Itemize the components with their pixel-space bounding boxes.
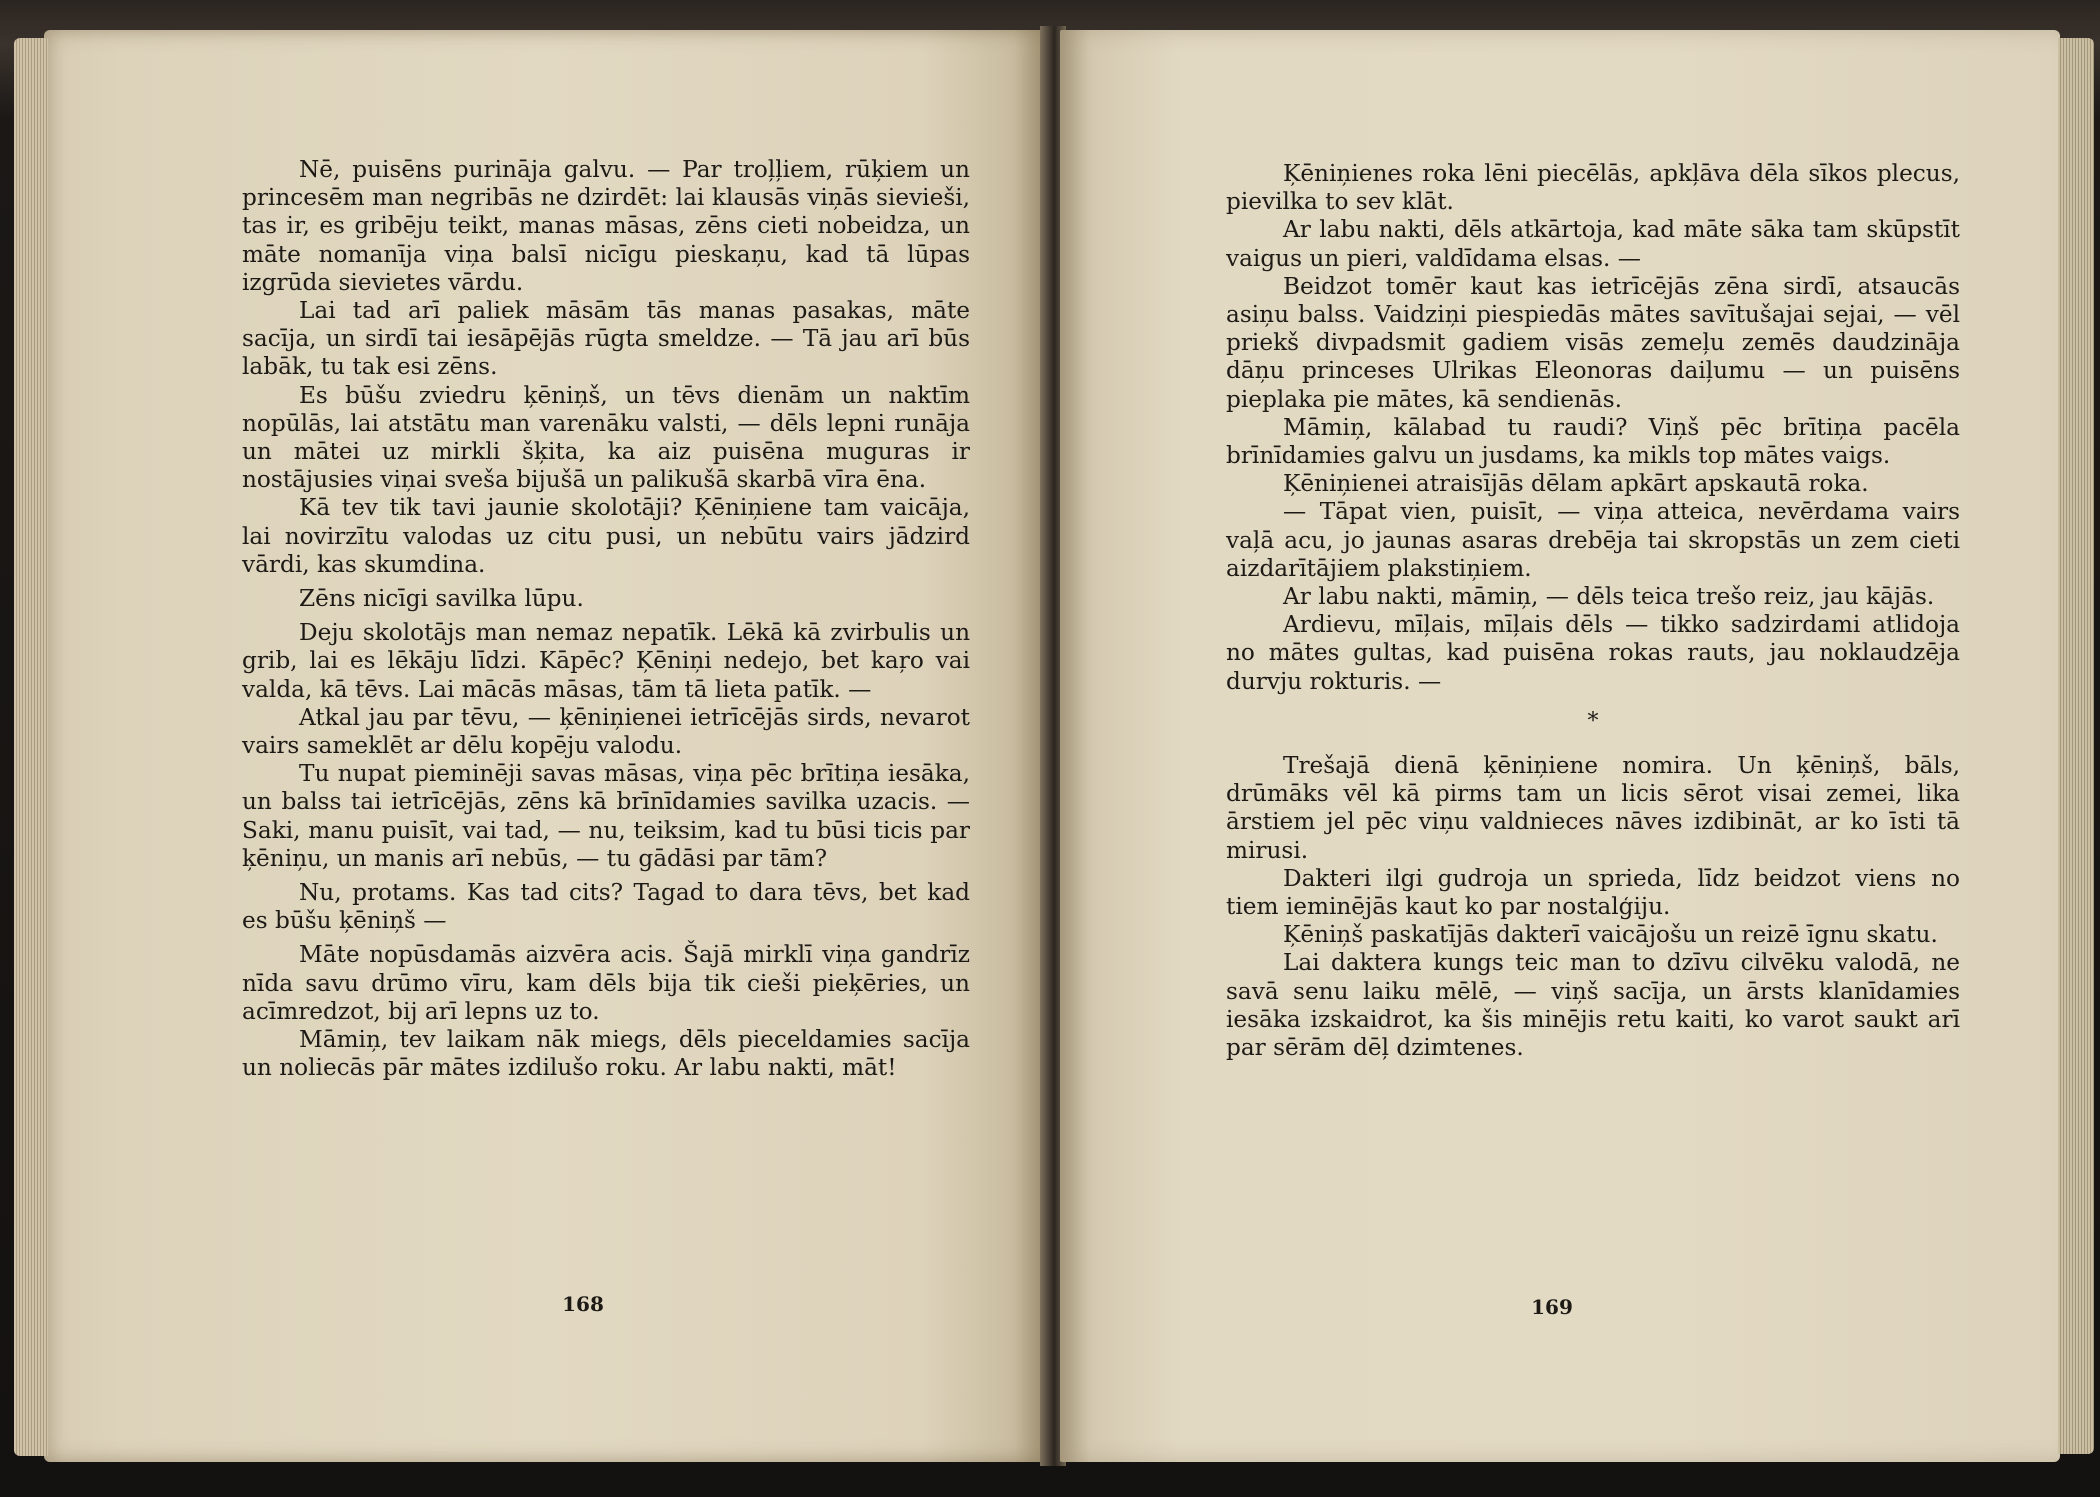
paragraph: Zēns nicīgi savilka lūpu. [299, 585, 584, 613]
right-page-text [1226, 160, 1960, 1062]
paragraph: Lai tad arī paliek māsām tās manas pasakas, māte sacīja, un sirdī tai iesāpējās rūgta smeldze. — Tā jau arī būs labāk, tu tak esi zēns. [242, 297, 970, 381]
paragraph: Ardievu, mīļais, mīļais dēls — tikko sadzirdami atlidoja no mātes gultas, kad puisēna rokas rauts, jau noklaudzēja durvju rokturis. — [1226, 611, 1960, 695]
paragraph: Māte nopūsdamās aizvēra acis. Šajā mirklī viņa gandrīz nīda savu drūmo vīru, kam dēls bija tik cieši pieķēries, un acīmredzot, bij arī lepns uz to. [242, 941, 970, 1025]
paragraph: Māmiņ, tev laikam nāk miegs, dēls pieceldamies sacīja un noliecās pār mātes izdilušo roku. Ar labu nakti, māt! [242, 1026, 970, 1082]
paragraph: Māmiņ, kālabad tu raudi? Viņš pēc brītiņa pacēla brīnīdamies galvu un jusdams, ka mikls top mātes vaigs. [1226, 413, 1960, 470]
paragraph: Nē, puisēns purināja galvu. — Par troļļiem, rūķiem un princesēm man negribās ne dzirdēt: lai klausās viņās sievieši, tas ir, es gribēju teikt, manas māsas, zēns cieti nobeidza, un māte nomanīja viņa balsī nicīgu pieskaņu, kad tā lūpas izgrūda sievietes vārdu. [242, 156, 970, 296]
paragraph: Kā tev tik tavi jaunie skolotāji? Ķēniņiene tam vaicāja, lai novirzītu valodas uz citu pusi, un nebūtu vairs jādzird vārdi, kas skumdina. [242, 494, 970, 578]
section-separator: * [1587, 708, 1599, 734]
left-page [44, 30, 1044, 1462]
paragraph: Ķēniņienei atraisījās dēlam apkārt apskautā roka. [1283, 470, 1869, 498]
paragraph: Ķēniņš paskatījās dakterī vaicājošu un reizē īgnu skatu. [1283, 921, 1938, 949]
paragraph: Trešajā dienā ķēniņiene nomira. Un ķēniņš, bāls, drūmāks vēl kā pirms tam un licis sērot visai zemei, lika ārstiem jel pēc viņu valdnieces nāves izdibināt, ar ko īsti tā mirusi. [1226, 752, 1960, 864]
paragraph: Dakteri ilgi gudroja un sprieda, līdz beidzot viens no tiem ieminējās kaut ko par nostalģiju. [1226, 864, 1960, 921]
paragraph: Ar labu nakti, dēls atkārtoja, kad māte sāka tam skūpstīt vaigus un pieri, valdīdama elsas. — [1226, 216, 1960, 272]
paragraph: Ķēniņienes roka lēni piecēlās, apkļāva dēla sīkos plecus, pievilka to sev klāt. [1226, 160, 1960, 216]
right-page [1060, 30, 2060, 1462]
page-number: 168 [562, 1292, 604, 1316]
left-page-text [242, 156, 970, 1083]
paragraph: Nu, protams. Kas tad cits? Tagad to dara tēvs, bet kad es būšu ķēniņš — [242, 879, 970, 935]
paragraph: Tu nupat pieminēji savas māsas, viņa pēc brītiņa iesāka, un balss tai ietrīcējās, zēns kā brīnīdamies savilka uzacis. — Saki, manu puisīt, vai tad, — nu, teiksim, kad tu būsi ticis par ķēniņu, un manis arī nebūs, — tu gādāsi par tām? [242, 760, 970, 872]
paragraph: — Tāpat vien, puisīt, — viņa atteica, nevērdama vairs vaļā acu, jo jaunas asaras drebēja tai skropstās un zem cieti aizdarītājiem plakstiņiem. [1226, 498, 1960, 582]
paragraph: Es būšu zviedru ķēniņš, un tēvs dienām un naktīm nopūlās, lai atstātu man varenāku valsti, — dēls lepni runāja un mātei uz mirkli šķita, ka aiz puisēna muguras ir nostājusies viņai sveša bijušā un palikušā skarbā vīra ēna. [242, 381, 970, 494]
paragraph: Atkal jau par tēvu, — ķēniņienei ietrīcējās sirds, nevarot vairs sameklēt ar dēlu kopēju valodu. [242, 703, 970, 760]
paragraph: Beidzot tomēr kaut kas ietrīcējās zēna sirdī, atsaucās asiņu balss. Vaidziņi piespiedās mātes savītušajai sejai, — vēl priekš divpadsmit gadiem visās zemeļu zemēs daudzināja dāņu princeses Ulrikas Eleonoras daiļumu — un puisēns pieplaka pie mātes, kā sendienās. [1226, 272, 1960, 413]
paragraph: Deju skolotājs man nemaz nepatīk. Lēkā kā zvirbulis un grib, lai es lēkāju līdzi. Kāpēc? Ķēniņi nedejo, bet kaŗo vai valda, kā tēvs. Lai mācās māsas, tām tā lieta patīk. — [242, 619, 970, 703]
page-number: 169 [1531, 1295, 1573, 1319]
paragraph: Ar labu nakti, māmiņ, — dēls teica trešo reiz, jau kājās. [1283, 583, 1935, 611]
paragraph: Lai daktera kungs teic man to dzīvu cilvēku valodā, ne savā senu laiku mēlē, — viņš sacīja, un ārsts klanīdamies iesāka izskaidrot, ka šis minējis retu kaiti, ko varot saukt arī par sērām dēļ dzimtenes. [1226, 949, 1960, 1062]
